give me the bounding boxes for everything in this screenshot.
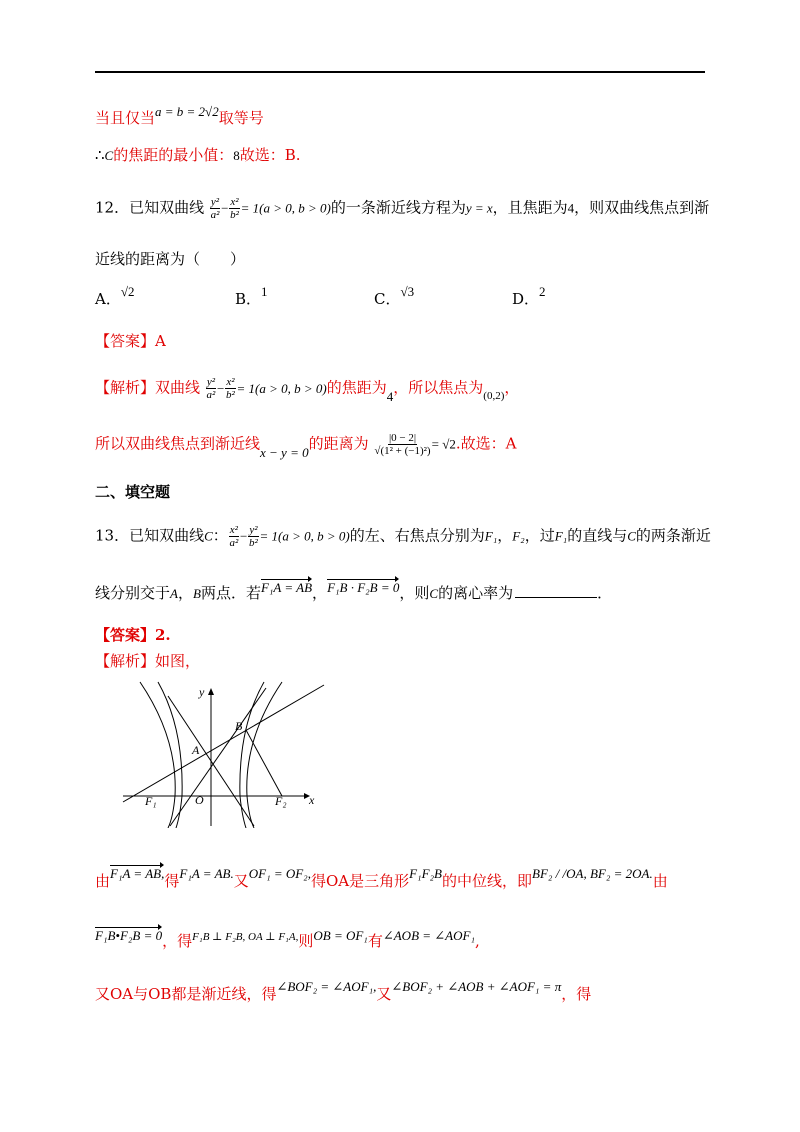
text: 的直线与 — [567, 526, 628, 545]
math-c: C — [204, 528, 213, 544]
question-12: 12．已知双曲线 $\frac{\text{y²}}{\text{a²}}$ − $\frac{\text{x²}}{\text{b²}}$ = 1(a > 0, b > 0)的一条渐近线方程为y = x，且焦距为4，则双曲线焦点到渐 — [95, 196, 710, 222]
result: = √2 — [431, 436, 456, 452]
label-y: y — [199, 685, 205, 699]
option-label: C． — [374, 290, 401, 308]
vector-equation: F₁B · F₂B = 0 — [327, 580, 400, 595]
math: F₁F₂B — [409, 866, 442, 881]
question-number: 12．已知双曲线 — [95, 198, 205, 217]
header-rule — [95, 71, 705, 73]
focus-f1: F₁ — [554, 528, 568, 544]
text: ，则 — [399, 584, 430, 602]
text: 的两条渐近 — [635, 526, 711, 545]
label-o: O — [195, 793, 204, 807]
line-equality-condition — [95, 104, 264, 127]
text: 有 — [367, 932, 383, 950]
denominator: a² — [206, 389, 216, 402]
solution-line-3 — [95, 979, 592, 1003]
analysis-12-line2 — [95, 432, 517, 460]
vector-equation: F₁B•F₂B = 0 — [95, 928, 163, 943]
label-f1: F₁ — [145, 794, 157, 808]
text: 的一条渐近线方程为 — [330, 198, 466, 217]
focus-point: (0,2) — [483, 389, 505, 402]
text: 的左、右焦点分别为 — [349, 526, 485, 545]
text: 取等号 — [218, 109, 264, 127]
text: ，则双曲线焦点到渐 — [574, 198, 710, 217]
question-12-line2: 近线的距离为（ ） — [95, 250, 246, 268]
solution-line-2 — [95, 928, 480, 950]
text: 两点．若 — [200, 584, 261, 602]
text: 如图， — [155, 652, 201, 670]
option-value: √3 — [400, 284, 415, 299]
analysis-tag: 【解析】 — [95, 652, 156, 670]
fraction — [210, 196, 220, 221]
option-c — [374, 284, 415, 308]
math-c: C — [104, 148, 114, 163]
text: ，得 — [162, 932, 193, 950]
text: 的距离为 — [308, 434, 369, 453]
option-label: B． — [235, 290, 262, 308]
value: 4 — [567, 200, 575, 216]
option-label: A． — [95, 290, 121, 308]
text: ，所以焦点为 — [393, 378, 484, 397]
answer-blank[interactable] — [515, 597, 597, 598]
text: , — [474, 932, 480, 950]
numerator: x² — [229, 524, 238, 536]
math: ∠AOB = ∠AOF₁ — [382, 928, 475, 943]
answer-13: 【答案】2. — [95, 626, 171, 644]
asymptote: y = x — [465, 200, 493, 216]
math: OF₁ = OF₂, — [248, 866, 311, 881]
text: 则 — [298, 932, 314, 950]
line-f1-ab — [123, 685, 324, 802]
text: .故选：A — [455, 434, 517, 453]
text: 的离心率为 — [438, 584, 514, 602]
option-value: 1 — [261, 284, 268, 299]
math: F₁A = AB. — [179, 866, 234, 881]
label-b: B — [235, 719, 243, 733]
text: ， — [504, 378, 520, 397]
distance-fraction — [374, 432, 430, 457]
label-f2: F₂ — [275, 794, 287, 808]
denominator: √(1² + (−1)²) — [374, 445, 431, 458]
numerator: x² — [230, 196, 239, 208]
vector-equation: F₁A = AB — [260, 580, 313, 595]
option-a — [95, 284, 135, 308]
math-a-b: a = b = 2√2 — [155, 104, 219, 119]
text: 得OA是三角形 — [310, 872, 410, 890]
text: 由 — [95, 872, 111, 890]
text: 又 — [233, 872, 249, 890]
option-value: √2 — [120, 284, 135, 299]
text: 的焦距的最小值： — [113, 146, 234, 164]
condition: = 1(a > 0, b > 0) — [240, 200, 331, 216]
math-c: C — [627, 528, 636, 544]
analysis-12-line1: 【解析】双曲线 $\frac{\text{y²}}{\text{a²}}$ − $\frac{\text{x²}}{\text{b²}}$ = 1(a > 0, b > 0)的焦距为4，所以焦点为$_{(0,2)}$， — [95, 376, 520, 404]
text: ， — [497, 526, 513, 545]
denominator: a² — [229, 537, 239, 550]
text: ， — [177, 584, 193, 602]
numerator: |0 − 2| — [388, 432, 417, 444]
text: 双曲线 — [155, 378, 201, 397]
left-inner-branch — [158, 682, 182, 828]
math: BF₂ / /OA, BF₂ = 2OA. — [532, 866, 653, 881]
section-heading: 二、填空题 — [95, 483, 171, 501]
focus-f2: F₂ — [512, 528, 525, 544]
condition: = 1(a > 0, b > 0) — [259, 528, 350, 544]
label-x: x — [309, 793, 315, 807]
segment-bf2 — [246, 730, 282, 796]
vector-equation: F₁A = AB, — [110, 866, 165, 881]
math: F₁B ⊥ F₂B, OA ⊥ F₁A, — [192, 931, 299, 943]
text: 又OA与OB都是渐近线，得 — [95, 985, 277, 1003]
text: 线分别交于 — [95, 584, 171, 602]
value: 4 — [386, 388, 394, 404]
value: 8 — [233, 148, 240, 163]
text: 由 — [652, 872, 668, 890]
solution-line-1 — [95, 866, 668, 890]
numerator: x² — [226, 376, 235, 388]
text: ，且焦距为 — [492, 198, 568, 217]
point-a: A — [170, 586, 178, 601]
numerator: y² — [249, 524, 258, 536]
text: 故选：B. — [239, 146, 301, 164]
fraction — [229, 196, 239, 221]
hyperbola-figure — [118, 678, 333, 828]
denominator: a² — [210, 209, 220, 222]
answer-12: 【答案】A — [95, 332, 166, 350]
text: ： — [212, 526, 228, 545]
condition: = 1(a > 0, b > 0) — [236, 380, 327, 396]
question-13-line2 — [95, 580, 613, 602]
option-d — [512, 284, 546, 308]
point-b: B — [192, 586, 201, 601]
text: ，过 — [524, 526, 555, 545]
text: 的焦距为 — [326, 378, 387, 397]
text: 又 — [376, 985, 392, 1003]
text: 的中位线，即 — [441, 872, 532, 890]
denominator: b² — [230, 209, 239, 222]
therefore-symbol: ∴ — [95, 146, 105, 164]
analysis-13 — [95, 654, 200, 669]
text: ， — [312, 584, 328, 602]
text: ． — [597, 584, 613, 602]
text: 所以双曲线焦点到渐近线 — [95, 434, 261, 453]
option-value: 2 — [539, 284, 546, 299]
math: OB = OF₁ — [313, 928, 368, 943]
focus-f1: F₁ — [484, 528, 498, 544]
denominator: b² — [249, 537, 258, 550]
right-inner-branch — [240, 682, 264, 828]
question-13: 13．已知双曲线C： $\frac{\text{x²}}{\text{a²}}$ − $\frac{\text{y²}}{\text{b²}}$ = 1(a > 0, b > 0)的左、右焦点分别为F₁，F₂，过F₁的直线与C的两条渐近 — [95, 524, 711, 550]
analysis-tag: 【解析】 — [95, 378, 156, 397]
text: 当且仅当 — [95, 109, 156, 127]
option-b — [235, 284, 268, 308]
question-number: 13．已知双曲线 — [95, 526, 205, 545]
y-arrow — [208, 688, 214, 695]
math: ∠BOF₂ = ∠AOF₁, — [276, 979, 377, 994]
denominator: b² — [226, 389, 235, 402]
asymptote-line: x − y = 0 — [260, 444, 309, 460]
numerator: y² — [210, 196, 220, 208]
numerator: y² — [206, 376, 215, 388]
text: 得 — [164, 872, 180, 890]
line-min-focal — [95, 148, 301, 163]
label-a: A — [192, 743, 200, 757]
math: ∠BOF₂ + ∠AOB + ∠AOF₁ = π — [391, 979, 562, 994]
option-label: D． — [512, 290, 540, 308]
text: ，得 — [561, 985, 592, 1003]
math-c: C — [429, 586, 439, 601]
